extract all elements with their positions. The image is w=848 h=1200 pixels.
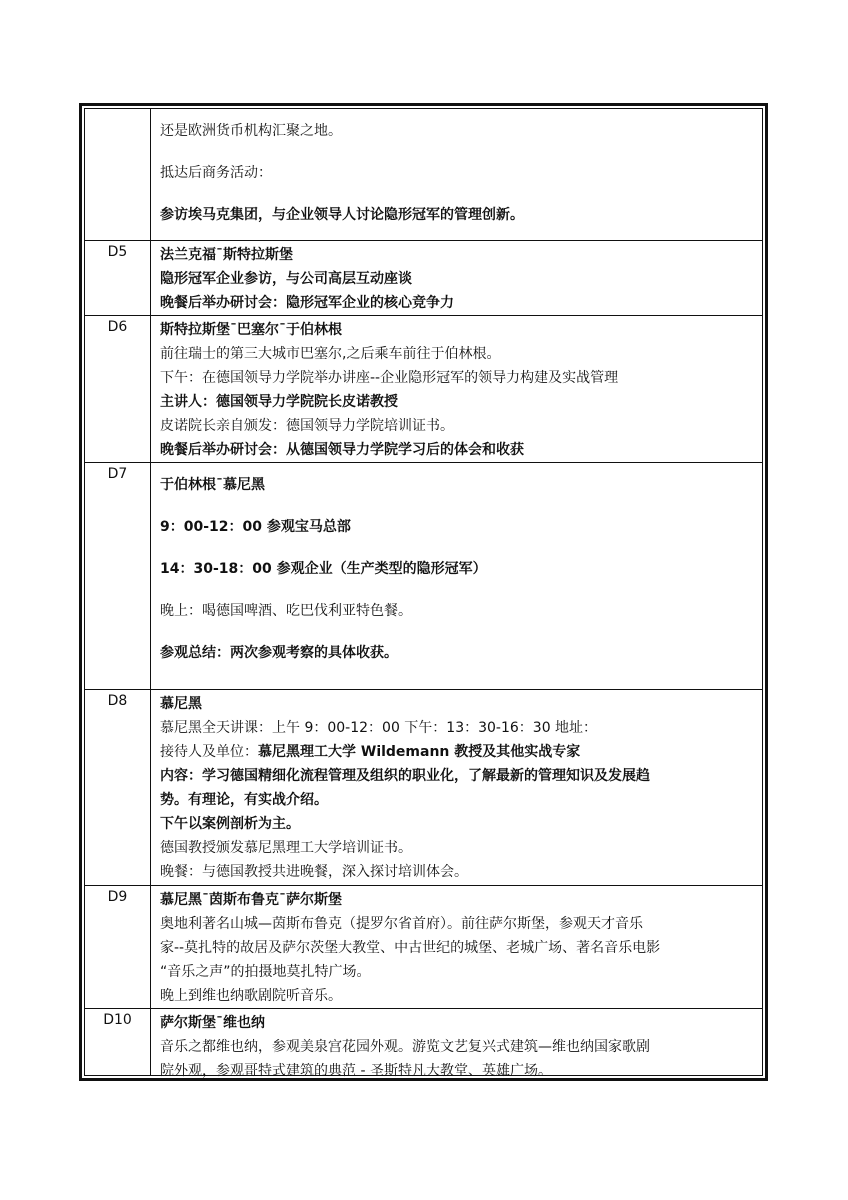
content-cell [152, 463, 762, 689]
text-line: 9：00-12：00 参观宝马总部 [160, 519, 351, 535]
text-line: 慕尼黑全天讲课：上午 9：00-12：00 下午：13：30-16：30 地址： [160, 720, 598, 736]
text-line: 晚餐后举办研讨会：隐形冠军企业的核心竞争力 [160, 295, 454, 311]
text-line-mixed [160, 740, 754, 764]
text-line: 下午：在德国领导力学院举办讲座--企业隐形冠军的领导力构建及实战管理 [160, 370, 619, 386]
itinerary-table [79, 103, 768, 1081]
text-line: 院外观，参观哥特式建筑的典范 - 圣斯特凡大教堂、英雄广场。 [160, 1063, 552, 1079]
text-line: 晚餐：与德国教授共进晚餐，深入探讨培训体会。 [160, 864, 468, 880]
day-cell: D9 [85, 886, 151, 1008]
text-line: 参访埃马克集团，与企业领导人讨论隐形冠军的管理创新。 [160, 207, 524, 223]
text-line: 皮诺院长亲自颁发：德国领导力学院培训证书。 [160, 418, 454, 434]
table-row [85, 690, 762, 886]
day-cell: D10 [85, 1009, 151, 1075]
text-line: 德国教授颁发慕尼黑理工大学培训证书。 [160, 840, 412, 856]
text-line: 晚餐后举办研讨会：从德国领导力学院学习后的体会和收获 [160, 442, 524, 458]
text-line: 14：30-18：00 参观企业（生产类型的隐形冠军） [160, 561, 487, 577]
text-line: 法兰克福¯斯特拉斯堡 [160, 247, 293, 263]
content-cell [152, 886, 762, 1008]
text-line: 奥地利著名山城—茵斯布鲁克（提罗尔省首府）。前往萨尔斯堡，参观天才音乐 [160, 916, 643, 932]
text-line: 内容：学习德国精细化流程管理及组织的职业化，了解最新的管理知识及发展趋 [160, 768, 650, 784]
text-line: 主讲人：德国领导力学院院长皮诺教授 [160, 394, 398, 410]
text-line: 隐形冠军企业参访，与公司高层互动座谈 [160, 271, 412, 287]
text-line: 还是欧洲货币机构汇聚之地。 [160, 123, 342, 139]
content-cell [152, 241, 762, 315]
text-line: 抵达后商务活动： [160, 165, 272, 181]
text-line: 晚上：喝德国啤酒、吃巴伐利亚特色餐。 [160, 603, 412, 619]
content-cell [152, 1009, 762, 1079]
table-row [85, 1009, 762, 1079]
day-cell: D8 [85, 690, 151, 885]
text-line: 斯特拉斯堡¯巴塞尔¯于伯林根 [160, 322, 342, 338]
text-line: 参观总结：两次参观考察的具体收获。 [160, 645, 398, 661]
table-row [85, 463, 762, 690]
text-line: 慕尼黑 [160, 696, 202, 712]
day-cell: D7 [85, 463, 151, 689]
content-cell [152, 316, 762, 462]
text-line: 下午以案例剖析为主。 [160, 816, 300, 832]
text-line: 萨尔斯堡¯维也纳 [160, 1015, 265, 1031]
day-cell: D6 [85, 316, 151, 462]
content-cell [152, 109, 762, 240]
content-cell [152, 690, 762, 885]
table-row [85, 886, 762, 1009]
text-line: 势。有理论，有实战介绍。 [160, 792, 328, 808]
table-row [85, 241, 762, 316]
day-cell [85, 109, 151, 240]
text-line: 晚上到维也纳歌剧院听音乐。 [160, 988, 342, 1004]
text-line: 接待人及单位： [160, 744, 258, 760]
itinerary-table-inner [84, 108, 763, 1079]
text-line: 慕尼黑理工大学 Wildemann 教授及其他实战专家 [258, 744, 581, 760]
text-line: 前往瑞士的第三大城市巴塞尔,之后乘车前往于伯林根。 [160, 346, 501, 362]
text-line: 音乐之都维也纳，参观美泉宫花园外观。游览文艺复兴式建筑—维也纳国家歌剧 [160, 1039, 650, 1055]
text-line: 家--莫扎特的故居及萨尔茨堡大教堂、中古世纪的城堡、老城广场、著名音乐电影 [160, 940, 661, 956]
text-line: “音乐之声”的拍摄地莫扎特广场。 [160, 964, 371, 980]
table-row [85, 316, 762, 463]
text-line: 慕尼黑¯茵斯布鲁克¯萨尔斯堡 [160, 892, 342, 908]
day-cell: D5 [85, 241, 151, 315]
text-line: 于伯林根¯慕尼黑 [160, 477, 265, 493]
table-row [85, 109, 762, 241]
